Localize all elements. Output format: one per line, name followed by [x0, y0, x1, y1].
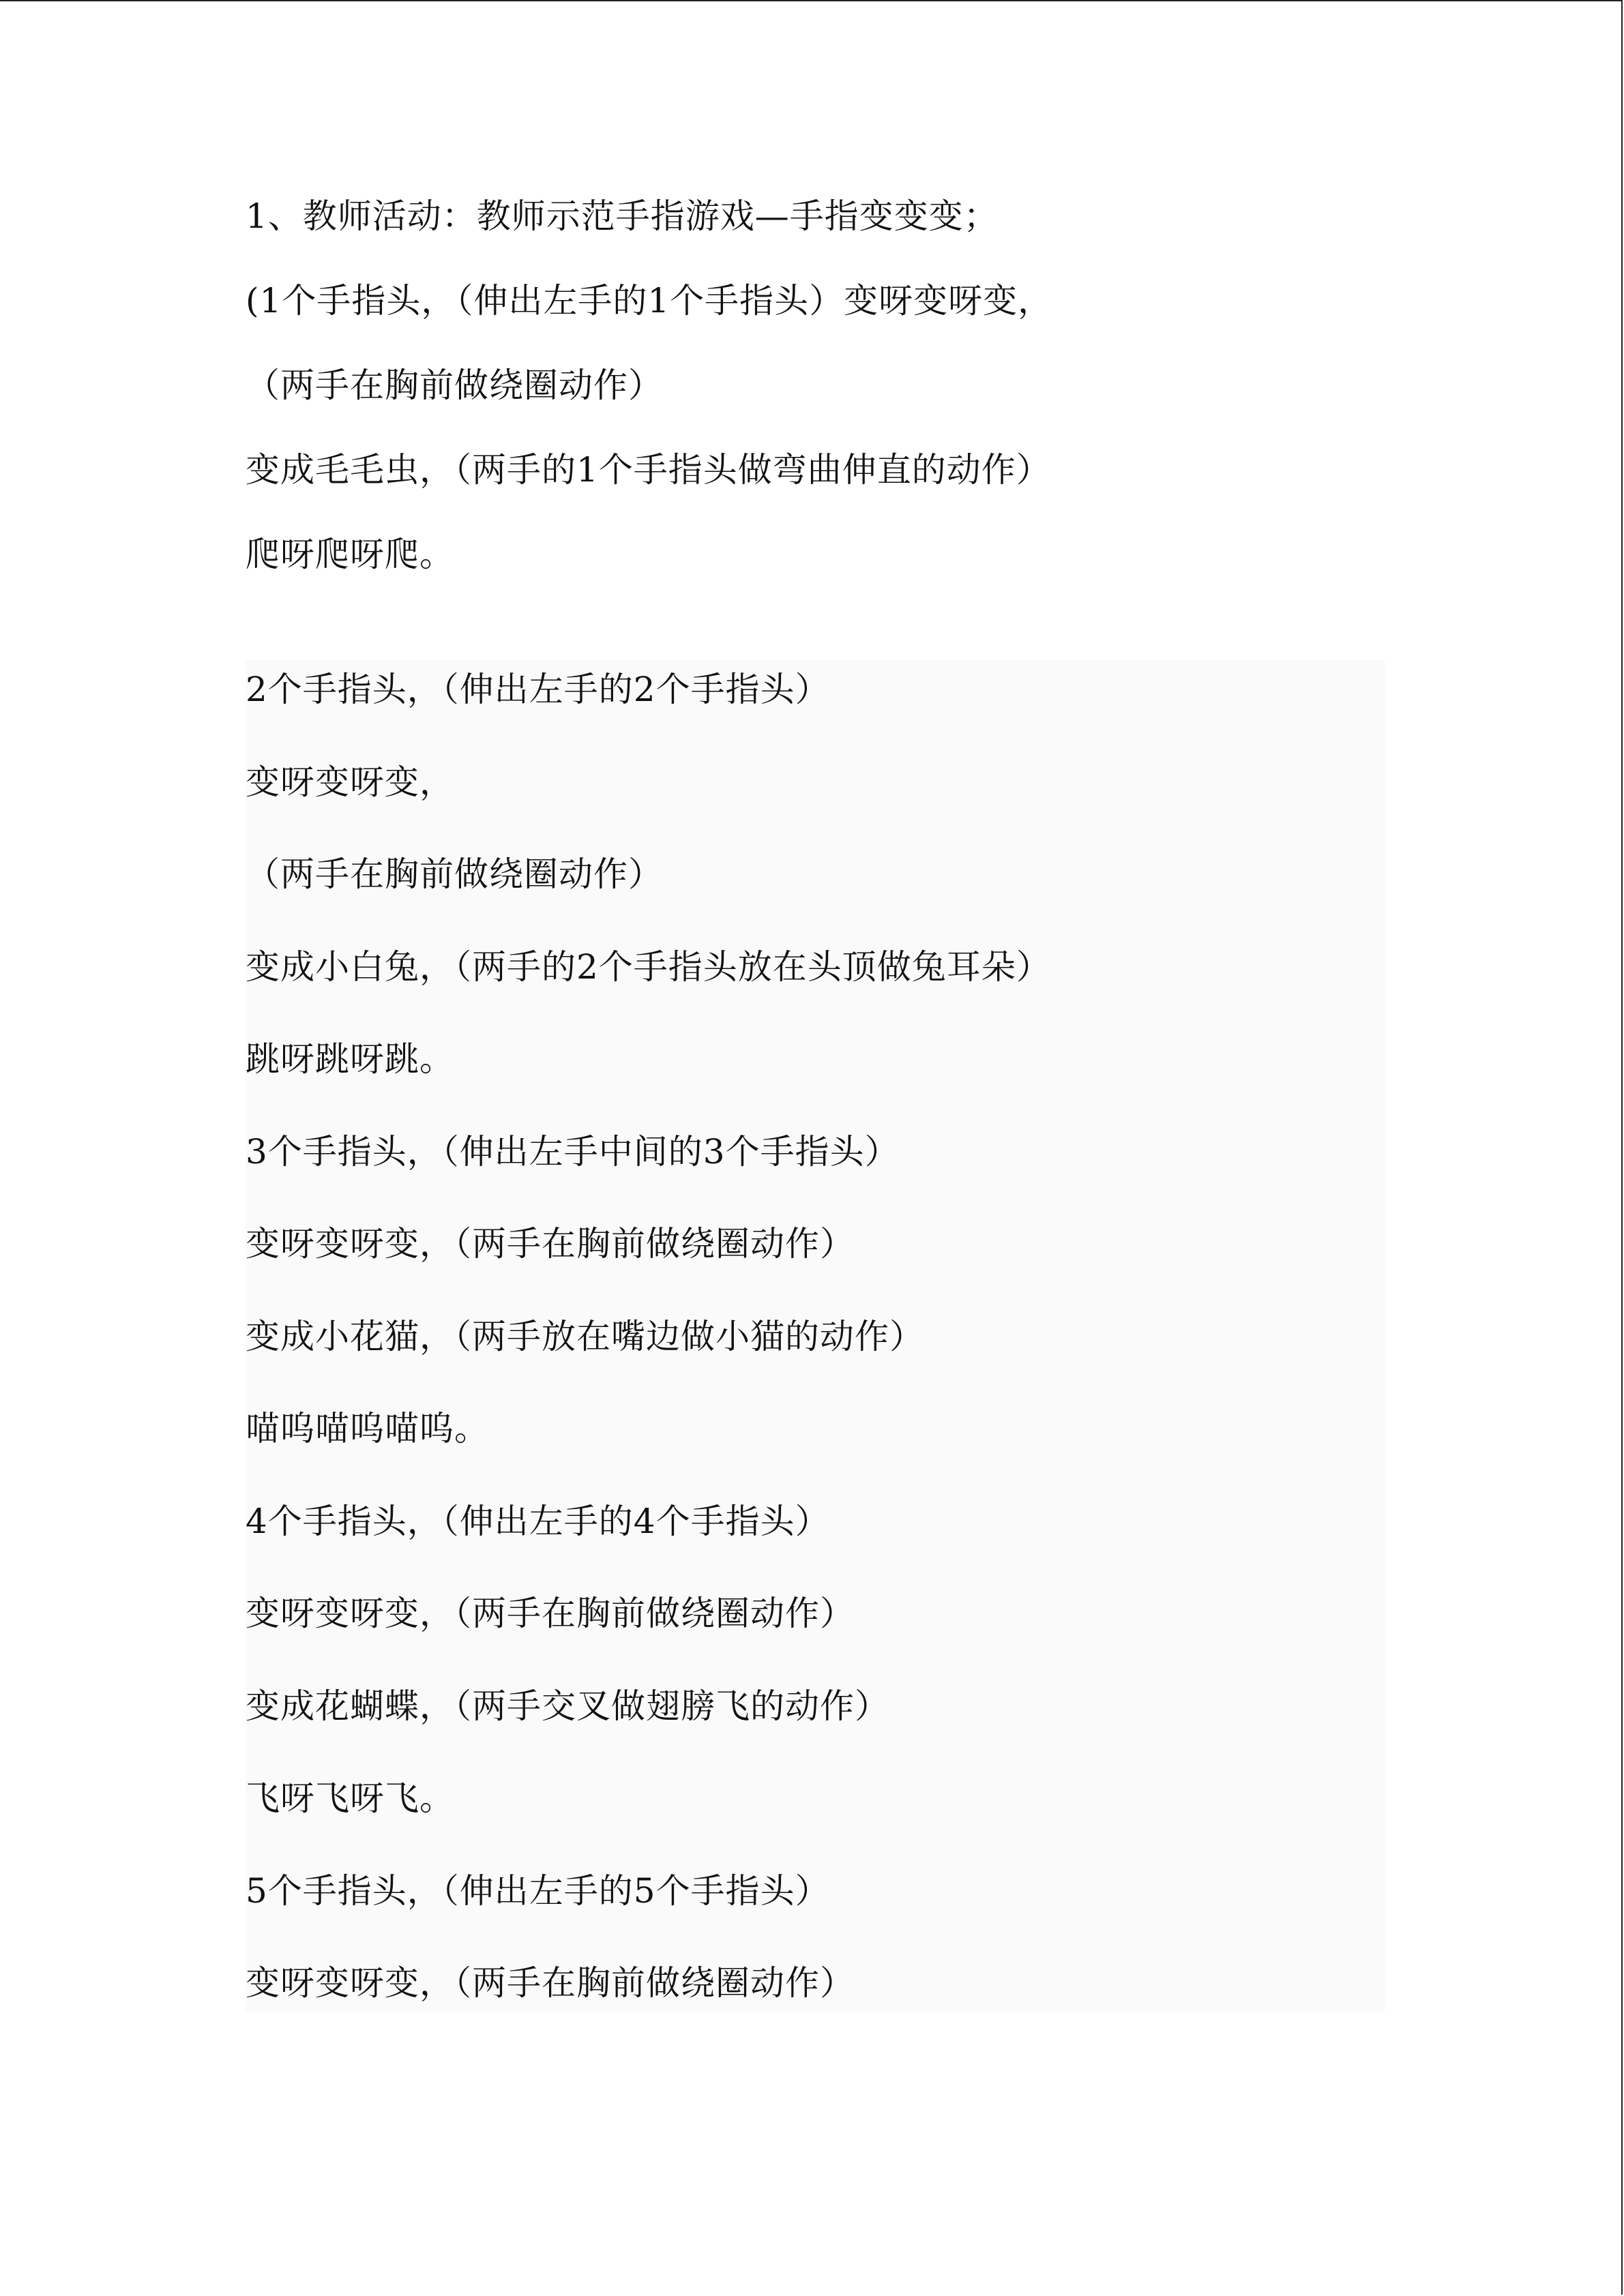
text-line: 跳呀跳呀跳。: [246, 1039, 454, 1079]
text-line: 变成花蝴蝶，（两手交叉做翅膀飞的动作）: [246, 1686, 889, 1726]
intro-paragraph: [246, 196, 1385, 578]
text-line: 变呀变呀变，（两手在胸前做绕圈动作）: [246, 1594, 855, 1633]
text-line: 变成小花猫，（两手放在嘴边做小猫的动作）: [246, 1316, 924, 1356]
text-line: 变呀变呀变，: [246, 762, 454, 802]
text-line: 变呀变呀变，（两手在胸前做绕圈动作）: [246, 1224, 855, 1264]
text-line: 飞呀飞呀飞。: [246, 1778, 454, 1818]
text-line: 变成毛毛虫，（两手的1个手指头做弯曲伸直的动作）: [246, 450, 1051, 490]
finger-game-verses: [246, 660, 1385, 2012]
text-line: 变成小白兔，（两手的2个手指头放在头顶做兔耳朵）: [246, 946, 1051, 987]
text-line: 3个手指头，（伸出左手中间的3个手指头）: [246, 1131, 900, 1172]
text-line: 5个手指头，（伸出左手的5个手指头）: [246, 1870, 830, 1911]
text-line: 喵呜喵呜喵呜。: [246, 1409, 489, 1448]
text-line: 变呀变呀变，（两手在胸前做绕圈动作）: [246, 1963, 855, 2003]
text-line: 爬呀爬呀爬。: [246, 535, 454, 574]
text-line: (1个手指头，（伸出左手的1个手指头）变呀变呀变，: [246, 281, 1053, 320]
text-line: 1、教师活动：教师示范手指游戏—手指变变变；: [246, 196, 999, 236]
text-line: 4个手指头，（伸出左手的4个手指头）: [246, 1501, 830, 1541]
text-line: （两手在胸前做绕圈动作）: [246, 854, 663, 894]
text-line: （两手在胸前做绕圈动作）: [246, 366, 663, 405]
text-line: 2个手指头，（伸出左手的2个手指头）: [246, 670, 830, 709]
